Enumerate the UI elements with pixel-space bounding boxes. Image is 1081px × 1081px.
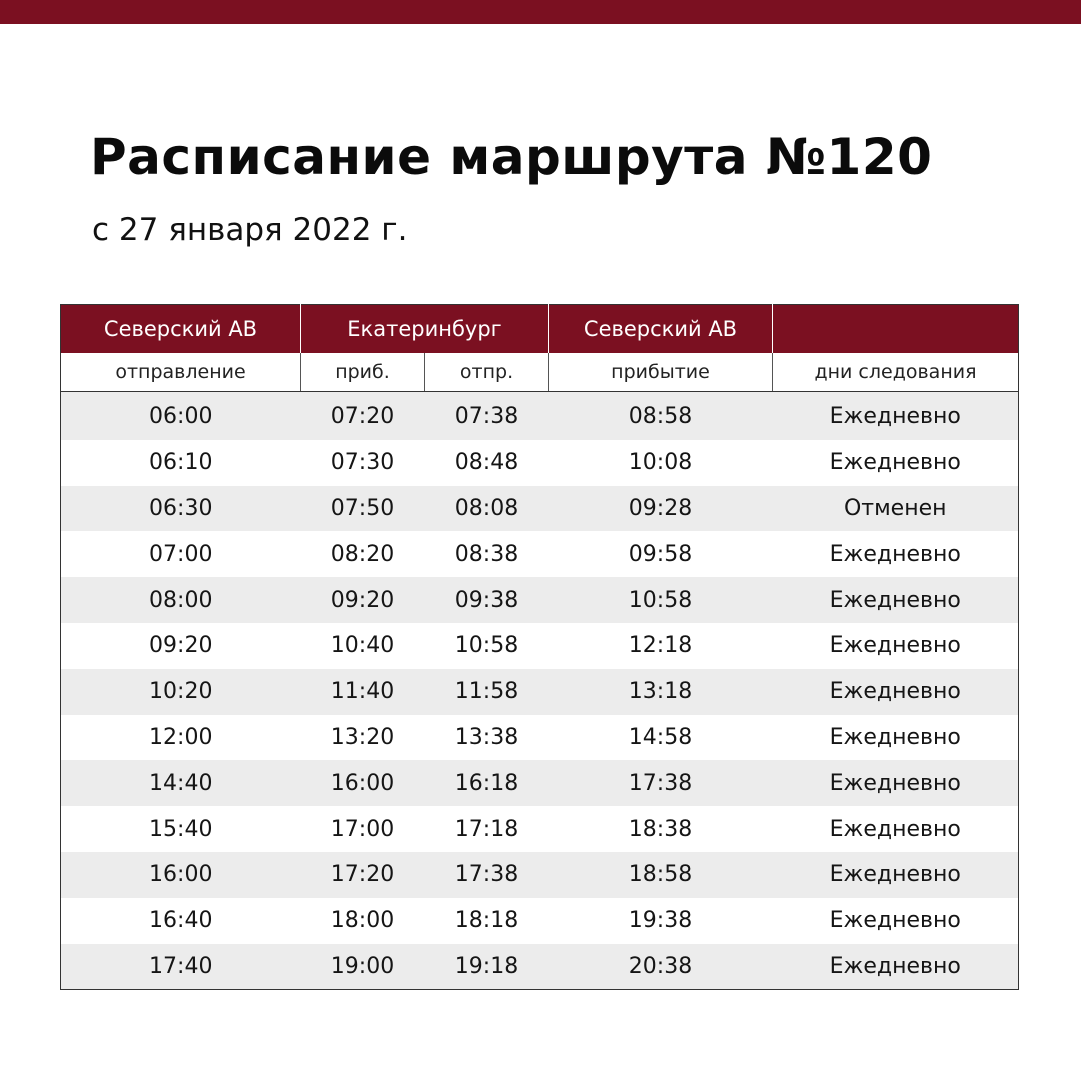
cell-arrival: 20:38 — [549, 944, 773, 990]
cell-arrival-ekb: 10:40 — [301, 623, 425, 669]
cell-arrival: 19:38 — [549, 898, 773, 944]
table-row — [61, 806, 1019, 852]
cell-departure: 07:00 — [61, 531, 301, 577]
cell-departure-ekb: 08:48 — [425, 440, 549, 486]
cell-departure-ekb: 13:38 — [425, 715, 549, 761]
cell-departure: 06:30 — [61, 486, 301, 532]
table-row — [61, 440, 1019, 486]
cell-arrival-ekb: 08:20 — [301, 531, 425, 577]
cell-departure: 16:40 — [61, 898, 301, 944]
cell-departure-ekb: 18:18 — [425, 898, 549, 944]
table-row — [61, 852, 1019, 898]
cell-departure: 12:00 — [61, 715, 301, 761]
table-row — [61, 623, 1019, 669]
cell-days: Ежедневно — [773, 944, 1019, 990]
cell-arrival: 09:58 — [549, 531, 773, 577]
table-row — [61, 577, 1019, 623]
cell-arrival: 14:58 — [549, 715, 773, 761]
cell-days: Ежедневно — [773, 669, 1019, 715]
cell-arrival-ekb: 18:00 — [301, 898, 425, 944]
cell-departure-ekb: 10:58 — [425, 623, 549, 669]
cell-days: Ежедневно — [773, 760, 1019, 806]
cell-days: Ежедневно — [773, 531, 1019, 577]
cell-arrival: 08:58 — [549, 392, 773, 440]
cell-arrival: 17:38 — [549, 760, 773, 806]
page-subtitle: с 27 января 2022 г. — [92, 212, 408, 248]
cell-arrival: 12:18 — [549, 623, 773, 669]
cell-days: Ежедневно — [773, 898, 1019, 944]
cell-arrival-ekb: 09:20 — [301, 577, 425, 623]
column-header-arrival: прибытие — [549, 353, 773, 392]
cell-arrival: 13:18 — [549, 669, 773, 715]
column-header-row — [61, 353, 1019, 392]
cell-days: Ежедневно — [773, 715, 1019, 761]
cell-departure: 14:40 — [61, 760, 301, 806]
cell-departure-ekb: 08:38 — [425, 531, 549, 577]
schedule-body — [61, 392, 1019, 990]
cell-departure-ekb: 09:38 — [425, 577, 549, 623]
station-header: Северский АВ — [61, 305, 301, 354]
station-header: Екатеринбург — [301, 305, 549, 354]
cell-arrival-ekb: 13:20 — [301, 715, 425, 761]
station-header — [773, 305, 1019, 354]
station-header-row — [61, 305, 1019, 354]
cell-departure-ekb: 11:58 — [425, 669, 549, 715]
cell-days: Ежедневно — [773, 440, 1019, 486]
cell-arrival-ekb: 17:00 — [301, 806, 425, 852]
table-row — [61, 715, 1019, 761]
cell-departure: 16:00 — [61, 852, 301, 898]
cell-arrival-ekb: 19:00 — [301, 944, 425, 990]
cell-departure: 10:20 — [61, 669, 301, 715]
cell-arrival-ekb: 07:50 — [301, 486, 425, 532]
cell-departure-ekb: 17:38 — [425, 852, 549, 898]
cell-departure: 09:20 — [61, 623, 301, 669]
cell-days: Ежедневно — [773, 852, 1019, 898]
cell-departure: 06:00 — [61, 392, 301, 440]
column-header-days: дни следования — [773, 353, 1019, 392]
cell-days: Ежедневно — [773, 392, 1019, 440]
cell-arrival-ekb: 07:20 — [301, 392, 425, 440]
table-row — [61, 531, 1019, 577]
cell-arrival-ekb: 07:30 — [301, 440, 425, 486]
cell-departure: 08:00 — [61, 577, 301, 623]
cell-arrival: 10:58 — [549, 577, 773, 623]
cell-days: Ежедневно — [773, 806, 1019, 852]
cell-arrival: 18:58 — [549, 852, 773, 898]
page-title: Расписание маршрута №120 — [90, 128, 933, 186]
table-row — [61, 669, 1019, 715]
table-row — [61, 392, 1019, 440]
table-row — [61, 486, 1019, 532]
cell-days: Ежедневно — [773, 577, 1019, 623]
cell-departure: 15:40 — [61, 806, 301, 852]
cell-arrival: 10:08 — [549, 440, 773, 486]
cell-departure-ekb: 07:38 — [425, 392, 549, 440]
cell-departure: 17:40 — [61, 944, 301, 990]
cell-arrival-ekb: 16:00 — [301, 760, 425, 806]
column-header-departure: отправление — [61, 353, 301, 392]
top-accent-bar — [0, 0, 1081, 24]
cell-days: Ежедневно — [773, 623, 1019, 669]
table-row — [61, 944, 1019, 990]
cell-arrival: 18:38 — [549, 806, 773, 852]
cell-departure-ekb: 08:08 — [425, 486, 549, 532]
station-header: Северский АВ — [549, 305, 773, 354]
column-header-departure-ekb: отпр. — [425, 353, 549, 392]
table-row — [61, 898, 1019, 944]
table-row — [61, 760, 1019, 806]
cell-departure-ekb: 17:18 — [425, 806, 549, 852]
cell-departure-ekb: 19:18 — [425, 944, 549, 990]
cell-days: Отменен — [773, 486, 1019, 532]
column-header-arrival-ekb: приб. — [301, 353, 425, 392]
cell-departure: 06:10 — [61, 440, 301, 486]
cell-arrival-ekb: 17:20 — [301, 852, 425, 898]
cell-arrival-ekb: 11:40 — [301, 669, 425, 715]
cell-departure-ekb: 16:18 — [425, 760, 549, 806]
cell-arrival: 09:28 — [549, 486, 773, 532]
schedule-table — [60, 304, 1019, 990]
